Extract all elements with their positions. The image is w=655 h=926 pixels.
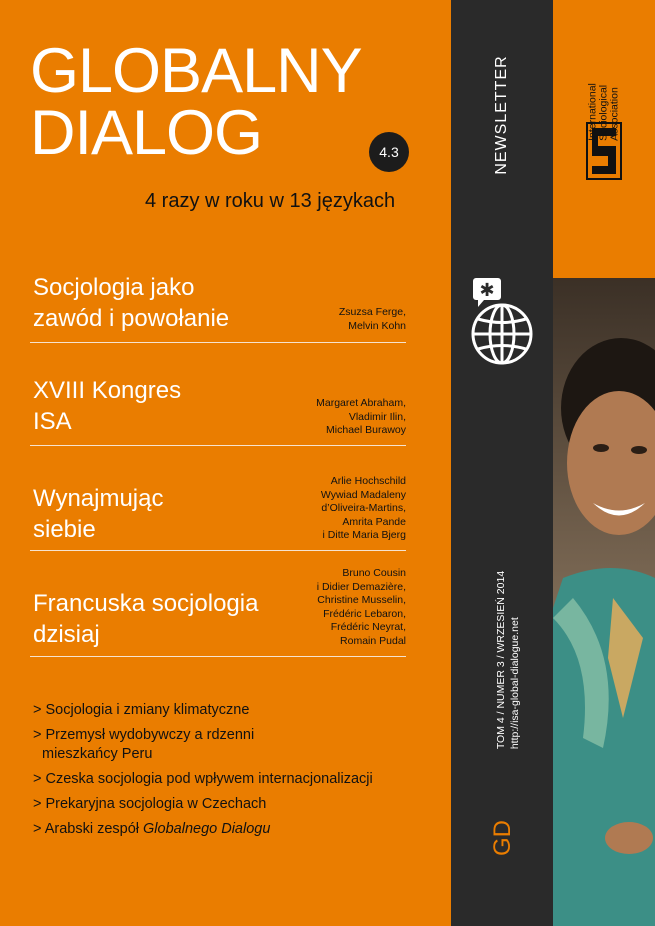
article-2[interactable] — [30, 342, 406, 446]
link-climate[interactable]: > Socjologia i zmiany klimatyczne — [33, 702, 250, 718]
website-url[interactable]: http://isa-global-dialogue.net — [509, 617, 521, 750]
svg-text:✱: ✱ — [479, 280, 495, 301]
article-3[interactable] — [30, 445, 406, 551]
title-line-1: GLOBALNY — [30, 36, 362, 106]
speech-bubble-icon — [473, 278, 501, 307]
article-title: Francuska socjologia dzisiaj — [33, 590, 259, 648]
article-1[interactable] — [30, 270, 406, 343]
article-authors: Margaret Abraham, Vladimir Ilin, Michael Burawoy — [316, 397, 406, 436]
link-czech-internationalization[interactable]: > Czeska socjologia pod wpływem internacjonalizacji — [33, 771, 373, 787]
article-authors: Zsuzsa Ferge, Melvin Kohn — [338, 306, 406, 332]
masthead-title — [30, 36, 362, 168]
newsletter-label: NEWSLETTER — [493, 55, 510, 175]
link-precarious-sociology[interactable]: > Prekaryjna socjologia w Czechach — [33, 796, 267, 812]
article-title: Wynajmując siebie — [33, 485, 164, 543]
issue-badge: 4.3 — [369, 132, 409, 172]
portrait-illustration — [553, 278, 655, 926]
feature-links — [33, 701, 373, 845]
title-line-2: DIALOG — [30, 98, 263, 168]
article-4[interactable] — [30, 550, 406, 657]
globe-icon — [466, 276, 538, 372]
isa-name: International Sociological Association — [586, 83, 621, 141]
link-arab-team[interactable]: > Arabski zespół Globalnego Dialogu — [33, 821, 271, 837]
article-authors: Bruno Cousin i Didier Demazière, Christine Musselin, Frédéric Lebaron, Frédéric Neyrat, Romain Pudal — [316, 567, 406, 647]
article-title: Socjologia jako zawód i powołanie — [33, 274, 230, 332]
tagline: 4 razy w roku w 13 językach — [145, 190, 396, 212]
cover-photo — [553, 278, 655, 926]
volume-info: TOM 4 / NUMER 3 / WRZESIEŃ 2014 http://isa-global-dialogue.net — [495, 570, 521, 750]
link-peru[interactable]: > Przemysł wydobywczy a rdzenni mieszkańcy Peru — [33, 727, 255, 762]
article-title: XVIII Kongres ISA — [33, 377, 182, 435]
gd-monogram: GD — [489, 820, 516, 856]
article-authors: Arlie Hochschild Wywiad Madaleny d’Oliveira-Martins, Amrita Pande i Ditte Maria Bjerg — [320, 475, 406, 541]
